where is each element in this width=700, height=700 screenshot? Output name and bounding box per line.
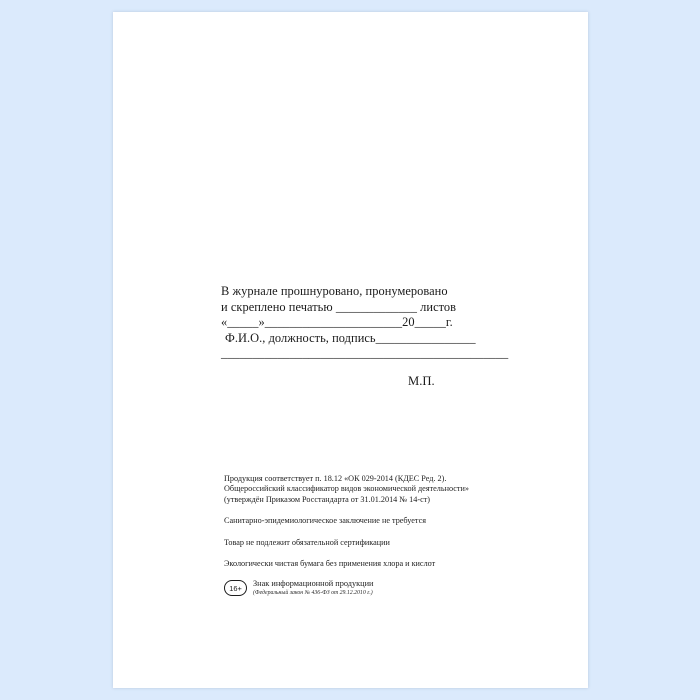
- mp-stamp-label: М.П.: [408, 374, 435, 388]
- legal-sanitary-note: Санитарно-эпидемиологическое заключение не требуется: [224, 516, 426, 526]
- legal-paragraph-okved: [224, 474, 564, 505]
- legal-certification-note: Товар не подлежит обязательной сертификации: [224, 537, 390, 547]
- age-rating-subtitle: (Федеральный закон № 436-ФЗ от 29.12.2010 г.): [253, 590, 373, 596]
- legal-eco-paper-note: Экологически чистая бумага без применения хлора и кислот: [224, 559, 436, 569]
- age-rating-title: Знак информационной продукции: [253, 579, 374, 588]
- age-rating-badge-icon: 16+: [224, 580, 247, 596]
- seal-line-4: Ф.И.О., должность, подпись________________: [225, 330, 476, 345]
- document-body: [113, 12, 588, 688]
- age-rating-text-group: [253, 579, 373, 597]
- legal-okved-line-2: Общероссийский классификатор видов экономической деятельности»: [224, 484, 469, 494]
- seal-line-3: «_____»______________________20_____г.: [221, 315, 453, 329]
- seal-certification-block: [221, 284, 551, 362]
- document-page: [113, 12, 588, 688]
- legal-notices-block: [224, 474, 564, 580]
- age-rating-row: [224, 579, 373, 597]
- seal-line-1: В журнале прошнуровано, пронумеровано: [221, 284, 448, 298]
- seal-line-2: и скреплено печатью _____________ листов: [221, 299, 457, 314]
- legal-okved-line-1: Продукция соответствует п. 18.12 «ОК 029-2014 (КДЕС Ред. 2).: [224, 474, 447, 483]
- legal-okved-line-3: (утверждён Приказом Росстандарта от 31.01.2014 № 14-ст): [224, 494, 431, 504]
- seal-line-5: ______________________________________________: [221, 346, 509, 360]
